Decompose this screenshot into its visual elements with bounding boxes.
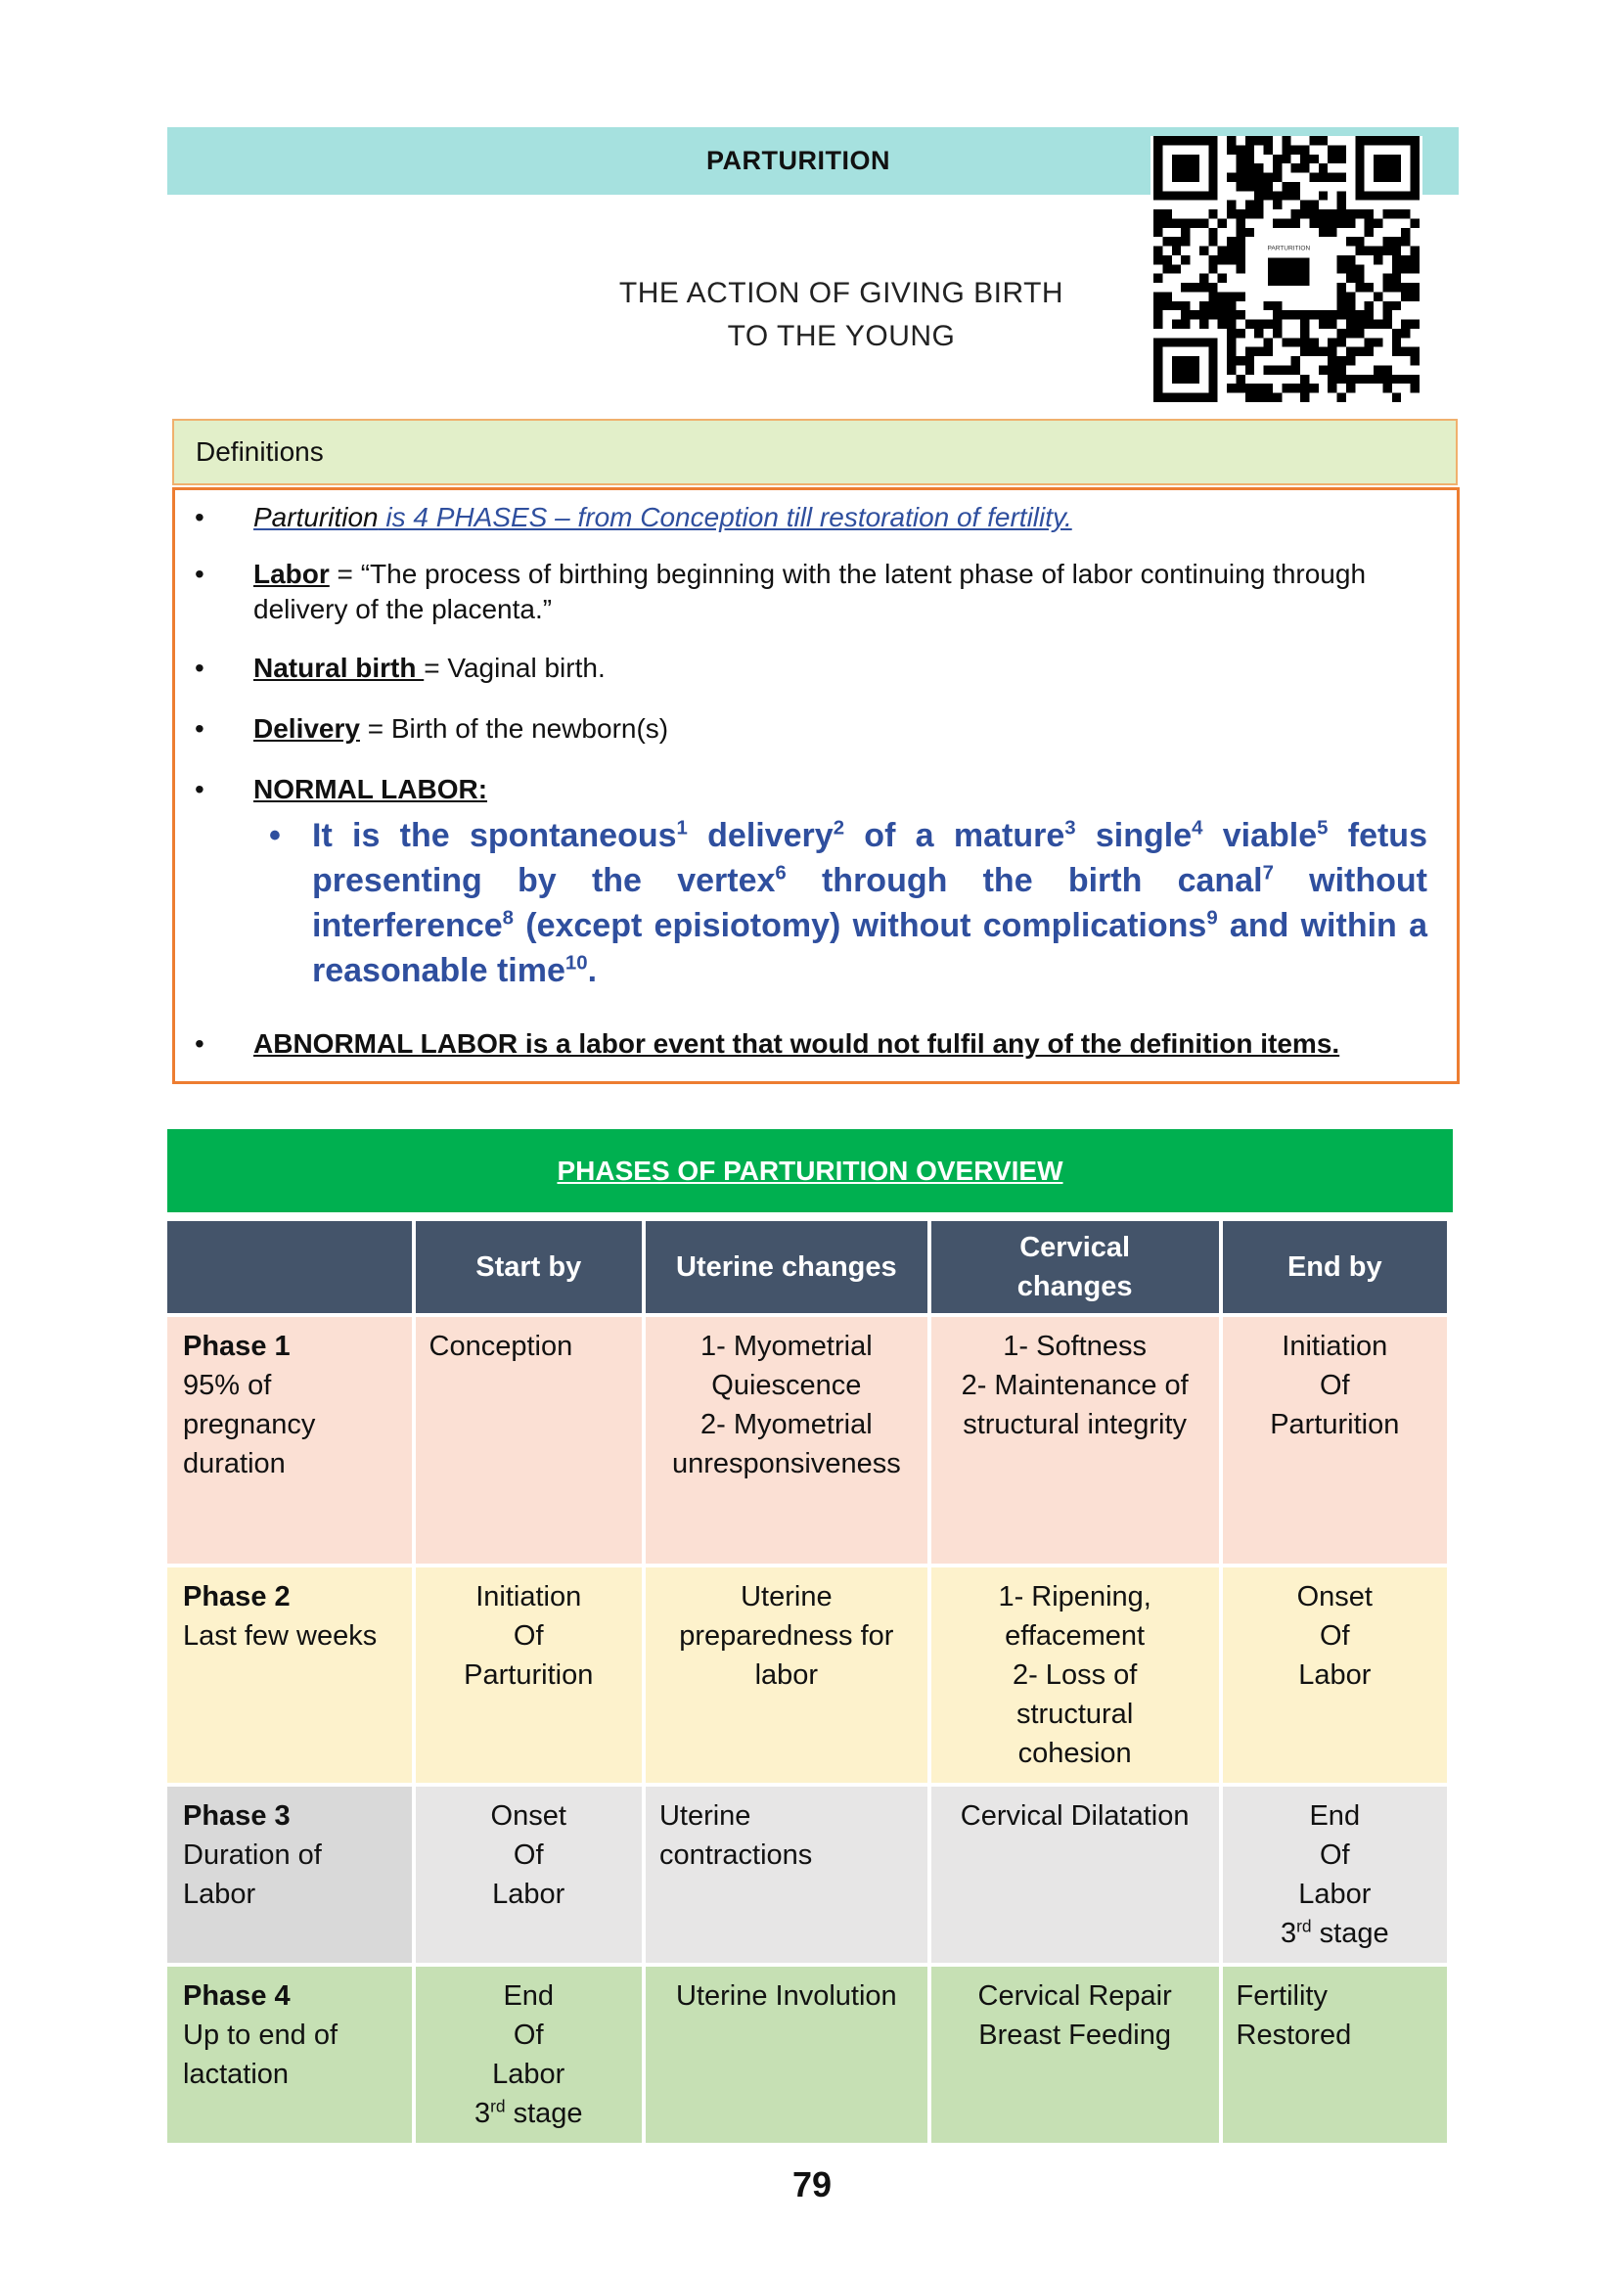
bullet-icon: •	[195, 559, 204, 589]
cell-line: 1- Myometrial	[700, 1331, 873, 1362]
phase-name: Phase 2	[183, 1581, 291, 1612]
normal-labor-fragment: (except episiotomy) without complications	[513, 907, 1207, 944]
column-header: End by	[1223, 1221, 1447, 1313]
column-header-label: Cervical changes	[1016, 1232, 1133, 1302]
phase-name: Phase 4	[183, 1980, 291, 2012]
table-cell	[1223, 1567, 1447, 1783]
cell-line: Of	[1319, 1620, 1350, 1652]
cell-line: 1- Ripening,	[998, 1581, 1151, 1612]
cell-line: Labor	[492, 1879, 565, 1910]
cell-line: End	[1309, 1800, 1361, 1832]
phase-description: Up to end of	[183, 2020, 338, 2051]
cell-line: Of	[513, 1620, 544, 1652]
cell-line: Uterine Involution	[676, 1980, 897, 2012]
table-cell	[646, 1967, 927, 2143]
table-row	[167, 1567, 1447, 1783]
table-cell	[931, 1317, 1219, 1564]
cell-line: cohesion	[1017, 1738, 1132, 1769]
normal-labor-fragment: delivery	[687, 817, 834, 854]
phase-description: 95% of	[183, 1370, 272, 1401]
table-cell	[646, 1317, 927, 1564]
column-header: Uterine changes	[646, 1221, 927, 1313]
table-cell	[416, 1967, 642, 2143]
footnote-marker: 9	[1206, 907, 1218, 930]
phase-description: Last few weeks	[183, 1620, 378, 1652]
cell-line: Of	[1319, 1839, 1350, 1871]
cell-line: Labor	[1298, 1659, 1372, 1691]
phase-name: Phase 3	[183, 1800, 291, 1832]
cell-line: Uterine	[741, 1581, 833, 1612]
qr-code-graphic	[1150, 136, 1422, 402]
phase-description: duration	[183, 1448, 286, 1479]
bullet-icon: •	[195, 502, 204, 532]
stage-line: 3rd stage	[1280, 1916, 1389, 1949]
cell-line: Labor	[492, 2059, 565, 2090]
subtitle-line-1: THE ACTION OF GIVING BIRTH	[618, 277, 1064, 309]
normal-labor-text	[312, 813, 1427, 993]
phase-name: Phase 1	[183, 1331, 291, 1362]
subtitle	[548, 272, 1135, 358]
table-cell	[1223, 1967, 1447, 2143]
normal-labor-fragment: It is the spontaneous	[312, 817, 677, 854]
table-cell	[646, 1567, 927, 1783]
footnote-marker: 4	[1192, 817, 1203, 840]
cell-line: effacement	[1005, 1620, 1146, 1652]
cell-line: Initiation	[475, 1581, 582, 1612]
term-delivery: Delivery	[253, 713, 360, 744]
cell-line: Quiescence	[711, 1370, 862, 1401]
phase-description: Labor	[183, 1879, 256, 1910]
table-cell	[646, 1787, 927, 1963]
column-header: Start by	[416, 1221, 642, 1313]
cell-line: Uterine	[658, 1800, 751, 1832]
cell-line: Parturition	[1270, 1409, 1400, 1440]
table-cell	[931, 1787, 1219, 1963]
term-normal-labor: NORMAL LABOR:	[253, 774, 488, 804]
table-row	[167, 1317, 1447, 1564]
cell-line: labor	[754, 1659, 819, 1691]
bullet-icon: •	[195, 1028, 204, 1059]
table-row	[167, 1787, 1447, 1963]
subtitle-line-2: TO THE YOUNG	[727, 320, 956, 352]
bullet-icon: •	[195, 653, 204, 683]
cell-line: 2- Loss of	[1012, 1659, 1138, 1691]
footnote-marker: 1	[676, 817, 688, 840]
cell-line: 2- Myometrial	[700, 1409, 873, 1440]
footnote-marker: 3	[1064, 817, 1076, 840]
table-row	[167, 1967, 1447, 2143]
normal-labor-fragment: .	[587, 952, 598, 989]
footnote-marker: 10	[564, 952, 588, 975]
cell-line: preparedness for	[679, 1620, 894, 1652]
term-parturition: Parturition	[253, 502, 379, 532]
normal-labor-fragment: viable	[1202, 817, 1318, 854]
qr-code[interactable]	[1150, 136, 1422, 402]
phase-description: lactation	[183, 2059, 290, 2090]
page-title: PARTURITION	[706, 146, 890, 175]
definitions-heading-label: Definitions	[196, 436, 324, 467]
cell-line: Labor	[1298, 1879, 1372, 1910]
cell-line: unresponsiveness	[671, 1448, 901, 1479]
normal-labor-fragment: and within a reasonable time	[312, 907, 1427, 989]
labor-text: = “The process of birthing beginning with the latent phase of labor continuing through delivery of the placenta.”	[253, 559, 1367, 624]
phase-label-cell	[167, 1967, 412, 2143]
svg-text:PARTURITION	[1267, 245, 1310, 251]
normal-labor-fragment: of a mature	[844, 817, 1065, 854]
cell-line: Parturition	[464, 1659, 594, 1691]
cell-line: Of	[1319, 1370, 1350, 1401]
cell-line: Onset	[490, 1800, 566, 1832]
cell-line: Conception	[429, 1331, 573, 1362]
table-header-row	[167, 1221, 1447, 1313]
footnote-marker: 2	[833, 817, 845, 840]
column-header	[931, 1221, 1219, 1313]
phase-label-cell	[167, 1787, 412, 1963]
cell-line: Restored	[1236, 2020, 1352, 2051]
parturition-text: is 4 PHASES – from Conception till restoration of fertility.	[378, 502, 1072, 532]
table-cell	[1223, 1787, 1447, 1963]
delivery-text: = Birth of the newborn(s)	[359, 713, 669, 744]
cell-line: structural	[1016, 1699, 1134, 1730]
footnote-marker: 8	[502, 907, 514, 930]
normal-labor-fragment: single	[1075, 817, 1193, 854]
cell-line: Cervical Repair	[977, 1980, 1172, 2012]
footnote-marker: 5	[1317, 817, 1329, 840]
normal-labor-fragment: without interference	[312, 862, 1427, 944]
bullet-icon: •	[195, 713, 204, 744]
cell-line: 2- Maintenance of	[961, 1370, 1189, 1401]
cell-line: Of	[513, 1839, 544, 1871]
stage-line: 3rd stage	[474, 2096, 583, 2129]
natural-birth-text: = Vaginal birth.	[424, 653, 606, 683]
cell-line: Of	[513, 2020, 544, 2051]
table-cell	[931, 1567, 1219, 1783]
cell-line: Initiation	[1282, 1331, 1388, 1362]
cell-line: Breast Feeding	[978, 2020, 1171, 2051]
phases-heading-label: PHASES OF PARTURITION OVERVIEW	[557, 1155, 1063, 1186]
cell-line: 1- Softness	[1003, 1331, 1147, 1362]
cell-line: structural integrity	[963, 1409, 1188, 1440]
definitions-box	[172, 487, 1460, 1084]
term-labor: Labor	[253, 559, 330, 589]
cell-line: Cervical Dilatation	[960, 1800, 1190, 1832]
cell-line: Fertility	[1236, 1980, 1328, 2012]
table-cell	[416, 1787, 642, 1963]
bullet-icon: •	[195, 774, 204, 804]
cell-line: End	[503, 1980, 555, 2012]
phase-label-cell	[167, 1317, 412, 1564]
phase-description: Duration of	[183, 1839, 322, 1871]
parturition-link[interactable]	[253, 500, 1418, 535]
term-natural-birth: Natural birth	[253, 653, 425, 683]
page-number: 79	[791, 2164, 833, 2204]
normal-labor-fragment: fetus presenting by the vertex	[312, 817, 1427, 899]
phases-heading	[167, 1129, 1453, 1212]
phases-table	[163, 1217, 1451, 2147]
table-cell	[931, 1967, 1219, 2143]
table-cell	[1223, 1317, 1447, 1564]
bullet-icon: •	[269, 817, 281, 854]
term-abnormal-labor: ABNORMAL LABOR is a labor event that would not fulfil any of the definition items.	[253, 1028, 1340, 1059]
definitions-heading	[172, 419, 1458, 485]
phase-description: pregnancy	[183, 1409, 316, 1440]
footnote-marker: 7	[1262, 862, 1274, 885]
column-header	[167, 1221, 412, 1313]
table-cell	[416, 1317, 642, 1564]
footnote-marker: 6	[775, 862, 787, 885]
phase-label-cell	[167, 1567, 412, 1783]
cell-line: contractions	[658, 1839, 813, 1871]
cell-line: Onset	[1296, 1581, 1373, 1612]
normal-labor-fragment: through the birth canal	[786, 862, 1263, 899]
table-cell	[416, 1567, 642, 1783]
